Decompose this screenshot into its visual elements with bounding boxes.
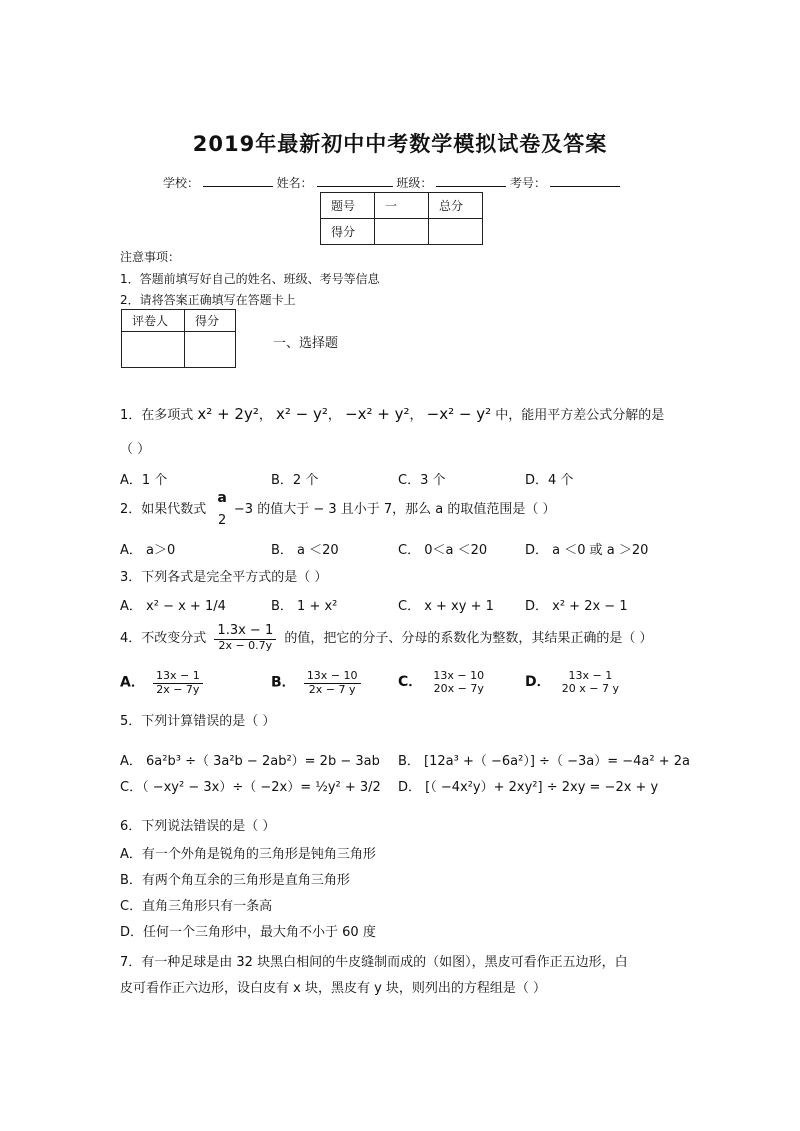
name-label: 姓名： bbox=[276, 176, 313, 190]
class-field[interactable] bbox=[436, 174, 506, 187]
q1-option-a[interactable]: A．1 个 bbox=[120, 473, 168, 488]
q2-fraction bbox=[214, 490, 229, 529]
q4-option-a[interactable] bbox=[120, 670, 207, 696]
name-field[interactable] bbox=[317, 174, 393, 187]
grader-score-cell[interactable] bbox=[185, 332, 236, 368]
q2-option-a[interactable]: A． a＞0 bbox=[120, 543, 176, 558]
q6-option-a[interactable]: A．有一个外角是锐角的三角形是钝角三角形 bbox=[120, 847, 376, 862]
question-7-line-1: 7．有一种足球是由 32 块黑白相间的牛皮缝制而成的（如图），黑皮可看作正五边形，白 bbox=[120, 955, 628, 970]
q4-option-numerator: 13x − 10 bbox=[304, 670, 361, 684]
class-label: 班级： bbox=[396, 176, 433, 190]
notes-item: 2．请将答案正确填写在答题卡上 bbox=[120, 293, 296, 307]
score-cell[interactable] bbox=[375, 219, 429, 245]
q4-option-fraction bbox=[430, 670, 487, 695]
q4-option-label: D． bbox=[525, 674, 551, 691]
q3-option-b[interactable]: B． 1 + x² bbox=[271, 599, 338, 614]
reviewer-header: 评卷人 bbox=[122, 310, 185, 332]
notes-item: 1．答题前填写好自己的姓名、班级、考号等信息 bbox=[120, 272, 380, 286]
q6-option-b[interactable]: B．有两个角互余的三角形是直角三角形 bbox=[120, 873, 350, 888]
q2-tail-expression: −3 bbox=[233, 502, 254, 518]
q4-prefix: 4．不改变分式 bbox=[120, 630, 207, 646]
q1-option-c[interactable]: C．3 个 bbox=[398, 473, 446, 488]
q1-separator: ， bbox=[258, 408, 272, 423]
q2-option-c[interactable]: C． 0＜a ＜20 bbox=[398, 543, 488, 558]
question-2-stem bbox=[120, 490, 556, 529]
score-row-label: 得分 bbox=[321, 219, 375, 245]
score-table-header: 总分 bbox=[429, 193, 483, 219]
question-1-stem bbox=[120, 404, 664, 423]
question-4-stem bbox=[120, 624, 653, 653]
exam-no-label: 考号： bbox=[510, 176, 547, 190]
q1-stem-end: 中，能用平方差公式分解的是 bbox=[495, 408, 665, 423]
q1-answer-paren: （ ） bbox=[120, 442, 151, 457]
q4-option-fraction bbox=[559, 670, 622, 695]
q4-option-denominator: 2x − 7 y bbox=[308, 682, 356, 696]
q4-option-label: C． bbox=[398, 674, 423, 691]
q4-option-label: A． bbox=[120, 674, 145, 691]
q4-option-denominator: 20 x − 7 y bbox=[561, 681, 619, 695]
q3-option-c[interactable]: C． x + xy + 1 bbox=[398, 599, 494, 614]
reviewer-cell[interactable] bbox=[122, 332, 185, 368]
question-3-stem: 3．下列各式是完全平方式的是（ ） bbox=[120, 570, 328, 585]
q4-option-denominator: 20x − 7y bbox=[433, 681, 484, 695]
section-title: 一、选择题 bbox=[273, 336, 339, 351]
question-5-stem: 5．下列计算错误的是（ ） bbox=[120, 714, 276, 729]
q4-suffix: 的值，把它的分子、分母的系数化为整数，其结果正确的是（ ） bbox=[284, 630, 653, 646]
q2-fraction-denominator: 2 bbox=[218, 513, 227, 529]
q3-option-d[interactable]: D． x² + 2x − 1 bbox=[525, 599, 628, 614]
question-6-stem: 6．下列说法错误的是（ ） bbox=[120, 819, 276, 834]
q5-option-b[interactable]: B． [12a³ +（ −6a²）] ÷（ −3a）= −4a² + 2a bbox=[398, 754, 690, 769]
q4-fraction-denominator: 2x − 0.7y bbox=[218, 638, 273, 652]
score-total-cell[interactable] bbox=[429, 219, 483, 245]
q4-option-denominator: 2x − 7y bbox=[156, 682, 200, 696]
q5-option-c[interactable]: C．（ −xy² − 3x）÷（ −2x）= ½y² + 3/2 bbox=[120, 780, 381, 795]
score-table bbox=[320, 192, 483, 245]
q3-option-a[interactable]: A． x² − x + 1/4 bbox=[120, 599, 226, 614]
q2-prefix: 2．如果代数式 bbox=[120, 502, 207, 518]
q4-option-numerator: 13x − 1 bbox=[568, 669, 613, 682]
notes-heading: 注意事项： bbox=[120, 250, 181, 264]
school-field[interactable] bbox=[203, 174, 273, 187]
page-title: 2019年最新初中中考数学模拟试卷及答案 bbox=[192, 132, 608, 156]
grader-table bbox=[121, 309, 236, 368]
q2-option-b[interactable]: B． a ＜20 bbox=[271, 543, 339, 558]
q1-expression: −x² + y² bbox=[345, 405, 410, 423]
q4-option-c[interactable] bbox=[398, 670, 491, 695]
school-label: 学校： bbox=[163, 176, 200, 190]
q4-option-numerator: 13x − 10 bbox=[433, 669, 485, 682]
q2-fraction-numerator: a bbox=[217, 490, 227, 506]
q1-option-b[interactable]: B．2 个 bbox=[271, 473, 319, 488]
question-7-line-2: 皮可看作正六边形，设白皮有 x 块，黑皮有 y 块，则列出的方程组是（ ） bbox=[120, 981, 547, 996]
q4-option-b[interactable] bbox=[271, 670, 365, 696]
q1-separator: ， bbox=[327, 408, 341, 423]
q4-option-fraction bbox=[153, 670, 203, 696]
q1-stem-start: 1．在多项式 bbox=[120, 408, 194, 423]
q5-option-a[interactable]: A． 6a²b³ ÷（ 3a²b − 2ab²）= 2b − 3ab bbox=[120, 754, 380, 769]
q4-fraction-numerator: 1.3x − 1 bbox=[214, 624, 276, 640]
score-table-header: 题号 bbox=[321, 193, 375, 219]
q4-option-numerator: 13x − 1 bbox=[153, 670, 203, 684]
q4-fraction bbox=[214, 624, 276, 653]
q2-option-d[interactable]: D． a ＜0 或 a ＞20 bbox=[525, 543, 649, 558]
q6-option-c[interactable]: C．直角三角形只有一条高 bbox=[120, 899, 273, 914]
score-table-header: 一 bbox=[375, 193, 429, 219]
q1-expression: x² + 2y² bbox=[197, 405, 259, 423]
q2-suffix: 的值大于 − 3 且小于 7，那么 a 的取值范围是（ ） bbox=[257, 502, 556, 518]
q1-expression: x² − y² bbox=[276, 405, 328, 423]
grader-score-header: 得分 bbox=[185, 310, 236, 332]
q6-option-d[interactable]: D．任何一个三角形中，最大角不小于 60 度 bbox=[120, 925, 376, 940]
q4-option-fraction bbox=[304, 670, 361, 696]
exam-no-field[interactable] bbox=[550, 174, 620, 187]
q1-option-d[interactable]: D．4 个 bbox=[525, 473, 574, 488]
q1-expression: −x² − y² bbox=[426, 405, 492, 423]
q4-option-d[interactable] bbox=[525, 670, 626, 695]
q4-option-label: B． bbox=[271, 674, 296, 691]
q5-option-d[interactable]: D． [（ −4x²y）+ 2xy²] ÷ 2xy = −2x + y bbox=[398, 780, 659, 795]
q1-separator: ， bbox=[409, 408, 423, 423]
student-info-line bbox=[163, 174, 620, 191]
